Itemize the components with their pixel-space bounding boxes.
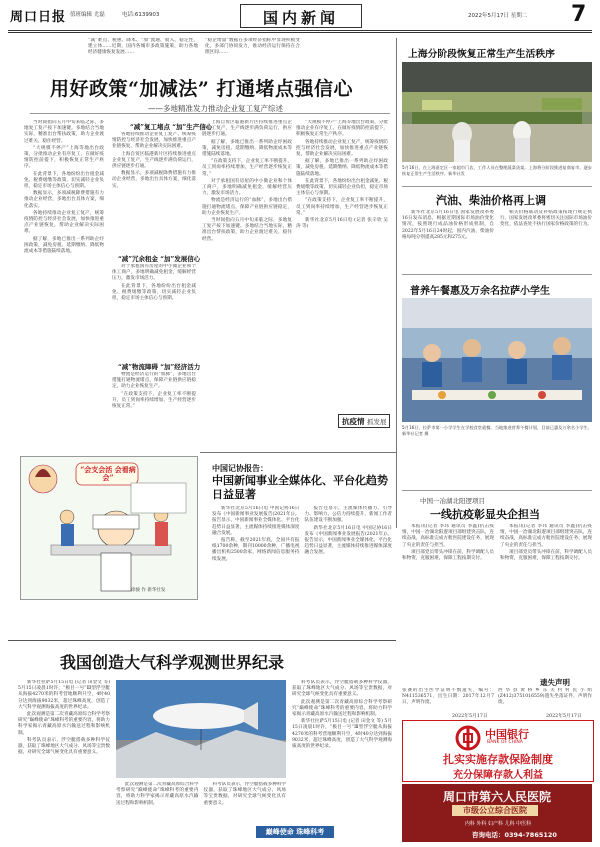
- masthead-phone: 电话:6139903: [122, 12, 160, 18]
- right-divider-1: [402, 186, 592, 187]
- bottom-article-p7: 此次观测是第二次青藏高原综合科学考察研究“巅峰使命”珠峰科考的重要内容，将助力科学家揭示青藏高原水汽输送过程和影响机制。: [292, 699, 392, 718]
- lost-notice-label: 遗失声明: [540, 678, 570, 687]
- hospital-tags: 内科 外科 妇产科 儿科 中医科: [464, 821, 532, 827]
- main-col4-p2: 各地持续推动企业复工复产，统筹疫情防控与经济社会发展，加快推进重点产业链恢复，帮助企业解决实际困难。: [296, 139, 388, 158]
- lost-notice-date-2: 2022年5月17日: [546, 714, 582, 719]
- main-col2-p1: 各地持续推动企业复工复产，统筹疫情防控与经济社会发展，加快推进重点产业链恢复，帮助企业解决实际困难。: [112, 132, 196, 150]
- main-col4-p1: “大规模不停产”上海等地出台政策，分批推动企业有序复工，在做好疫情防控前提下，积极恢复正常生产秩序。: [296, 120, 388, 138]
- center-story-p3: 报告还显示，主流媒体传播力、引导力、影响力、公信力持续提升，新闻工作者队伍建设不断加强。: [304, 506, 392, 524]
- photo1-caption: 5月16日，在上海嘉定区一家超市门店，工作人员在整理蔬菜货架。上海将分阶段推进复商复市，逐步恢复正常生产生活秩序。新华社发: [402, 165, 592, 176]
- main-col2b-p1: 对于承租国有房屋的中小微企业和个体工商户，多地明确减免租金，缓解经营压力，激发市场活力。: [112, 264, 196, 282]
- nursing-caption: 5月16日，拉萨市第一小学学生在学校食堂就餐。当地推进营养午餐计划，目前已惠及万余名小学生。新华社记者 摄: [402, 425, 592, 436]
- masthead-rule-2: [8, 32, 592, 33]
- top-intro-right: “稳企增量”数据在多项经济指标中显现积极变化，多部门协同发力，推动经济运行保持在合理区间……: [205, 38, 300, 56]
- fuel-p1: 新华社北京5月16日电 国家发展改革委16日发布消息，根据近期国际市场油价变化情况，按照现行成品油价格形成机制，自2022年5月16日24时起，国内汽油、柴油价格每吨分别提高285元和275元。: [402, 210, 494, 240]
- main-col3-p2: 据了解，多地已推出一系列助企纾困政策，减免房租、延期缴纳、降低物流成本等措施陆续落地。: [202, 139, 292, 158]
- bottom-right-p3: 本报讯(记者 李玮 通讯员 李鑫)抗击疫情，中国一冶湖北阳逻项目部组建突击队，连续奋战，高标准完成方舱医院建设任务，展现了央企的责任与担当。: [500, 524, 592, 548]
- hospital-ad: [402, 784, 592, 842]
- bottom-right-p1: 本报讯(记者 李玮 通讯员 李鑫)抗击疫情，中国一冶湖北阳逻项目部组建突击队，连续奋战，高标准完成方舱医院建设任务，展现了央企的责任与担当。: [402, 524, 494, 548]
- center-story-body: [212, 506, 392, 646]
- center-story-p2: 报告称，截至2021年底，全国共有报纸1700余种，期刊10000余种，广播电视播出机构2500余家，网络新闻信息服务持续发展。: [212, 538, 300, 562]
- bottom-article-p1: 新华社拉萨5月15日电 (记者 田金文 等) 5月15日凌晨1时许，“极目一号”Ⅲ型浮空艇从海拔4270米的科考营地顺利升空，4时40分达到海拔9032米，超过珠峰高度，创造了大气科学观测海拔高度的世界纪录。: [18, 680, 110, 710]
- cartoon-illustration: [20, 456, 198, 600]
- supermarket-photo-svg: [402, 62, 592, 162]
- hospital-phone: 咨询电话：0394-7865120: [472, 831, 557, 839]
- supermarket-photo: [402, 62, 592, 162]
- masthead-date: 2022年5月17日 星期二: [468, 13, 528, 19]
- airship-caption: 巅峰使命 珠峰科考: [265, 827, 325, 836]
- right-divider-3: [402, 490, 592, 491]
- bottom-article-p5: 科考队员表示，浮空艇搭载多种科学仪器，获取了珠峰地区大气成分、风场等宝贵数据，对研究全球气候变化具有重要意义。: [203, 782, 286, 806]
- bank-name-en: BANK OF CHINA: [487, 740, 523, 745]
- main-col3-p3: “在政策支持下，企业复工率不断提升，员工到岗率持续增加，生产经营逐步恢复正常。”: [202, 159, 292, 177]
- top-intro-left: “减”难点、税惠、降本、“加”流通、收入、稳定性、建立体……近期，国内各城市多政策施策，助力各地经济健康恢复发展……: [88, 38, 198, 56]
- bottom-article-body-right: [292, 680, 392, 840]
- section-divider-center: [200, 452, 396, 453]
- masthead-rule: [8, 30, 592, 31]
- main-section1-title: “减”复工堵点 “加”生产信心: [130, 123, 213, 131]
- main-article-col1: [24, 120, 104, 390]
- main-section3-title: “减”物流障碍 “加”经济活力: [118, 363, 201, 371]
- school-lunch-photo: [402, 298, 592, 422]
- main-article-col2b: [112, 264, 196, 359]
- main-section2-title: “减”冗余租金 “加”发展信心: [118, 255, 201, 263]
- stamp-fight-epidemic: [338, 414, 390, 428]
- main-col1-p5: 各地持续推动企业复工复产，统筹疫情防控与经济社会发展，加快推进重点产业链恢复，帮助企业解决实际困难。: [24, 210, 104, 235]
- vertical-divider: [396, 38, 397, 528]
- center-story-title: 中国新闻事业全媒体化、平台化趋势日益显著: [212, 474, 388, 501]
- masthead-editor: 值班编辑 尤磊: [70, 12, 105, 18]
- main-col4-p6: 新华社北京5月16日电 (记者 张辛欣 吴涛 等): [296, 218, 388, 230]
- page-number: 7: [571, 2, 587, 27]
- main-col1-p6: 据了解，多地已推出一系列助企纾困政策，减免房租、延期缴纳、降低物流成本等措施陆续落地。: [24, 236, 104, 255]
- main-article-col2: [112, 132, 196, 250]
- lost-notice-1: 张赛的出生医学证明不慎遗失，编号：N411536571，出生日期：2017年12月7日，声明作废。: [402, 688, 494, 706]
- bottom-article-p6: 科考队员表示，浮空艇搭载多种科学仪器，获取了珠峰地区大气成分、风场等宝贵数据，对研究全球气候变化具有重要意义。: [292, 680, 392, 698]
- main-col2c-p2: “在政策支持下，企业复工率不断提升，员工到岗率持续增加，生产经营逐步恢复正常。”: [112, 391, 196, 410]
- bank-slogan-1: 扎实实施存款保险制度: [443, 753, 553, 766]
- section-banner: [240, 4, 362, 28]
- main-article-subtitle: ——多地精准发力推动企业复工复产综述: [148, 104, 283, 113]
- cartoon-sign: “会支会活 会看病会”: [80, 465, 136, 482]
- main-col2-p3: 数据显示，多项减税降费措施有力推动企业经营，多地出台具体方案，细化落实。: [112, 171, 196, 189]
- hospital-dept-tag: [452, 805, 538, 816]
- main-col4-p3: 据了解，多地已推出一系列助企纾困政策，减免房租、延期缴纳、降低物流成本等措施陆续落地。: [296, 159, 388, 177]
- lost-notice-date-1: 2022年5月17日: [452, 714, 488, 719]
- bottom-article-p8: 新华社拉萨5月15日电 (记者 田金文 等) 5月15日凌晨1时许，“极目一号”Ⅲ型浮空艇从海拔4270米的科考营地顺利升空，4时40分达到海拔9032米，超过珠峰高度，创造了大气科学观测海拔高度的世界纪录。: [292, 719, 392, 750]
- bottom-article-body-left: [18, 680, 110, 840]
- main-col1-p4: 数据显示，多项减税降费措施有力推动企业经营，多地出台具体方案，细化落实。: [24, 191, 104, 209]
- bottom-right-title: 一线抗疫彰显央企担当: [430, 508, 540, 521]
- main-col3-p4: 对于承租国有房屋的中小微企业和个体工商户，多地明确减免租金，缓解经营压力，激发市场活力。: [202, 178, 292, 197]
- right-divider-2: [402, 274, 592, 275]
- main-article-col4: [296, 120, 388, 370]
- fuel-body: [402, 210, 592, 272]
- nursing-title: 普养午餐惠及万余名拉萨小学生: [410, 286, 550, 297]
- main-col3-p5: 物流是经济运行的“血脉”，多地出台措施打通物流堵点，保障产业链供应链稳定，助力企业恢复生产。: [202, 198, 292, 216]
- bank-name: 中国银行: [485, 728, 529, 741]
- main-col1-p1: 当时间指向五月中旬来临之际，多地复工复产按下加速键。多地结合当地实际，精准出台帮扶政策，助力企业渡过难关、稳住经营。: [24, 120, 104, 144]
- bank-ad: [402, 720, 594, 782]
- main-col1-p2: “大规模不停产”上海等地出台政策，分批推动企业有序复工，在做好疫情防控前提下，积极恢复正常生产秩序。: [24, 145, 104, 170]
- main-title-rule: [30, 113, 390, 114]
- fuel-p2: 相关价格联动及补贴政策按现行规定执行。国家发展改革委将密切关注国际市场油价变化，依法查处不执行国家价格政策的行为。: [500, 210, 592, 228]
- cartoon-caption: 徐骏 作 新华社发: [131, 588, 166, 593]
- lost-notice-2: 西华县黄桥乡东关村村民小组(Z412)3751016559)遗失坐落证件，声明作废。: [498, 688, 592, 706]
- main-col2-p2: 上海自贸区临港新片区持续推进重点企业复工复产，生产线逐步满负荷运行，供应链逐步打通。: [112, 151, 196, 170]
- hospital-dept: 市级公立综合医院: [463, 805, 527, 815]
- bottom-right-body: [402, 524, 592, 674]
- main-article-col2c: [112, 372, 196, 452]
- main-col4-p5: “在政策支持下，企业复工率不断提升，员工到岗率持续增加，生产经营逐步恢复正常。”: [296, 198, 388, 216]
- stamp-line1: 抗疫情: [342, 417, 365, 426]
- fuel-title: 汽油、柴油价格再上调: [436, 194, 546, 207]
- masthead-logo: 周口日报: [10, 10, 67, 25]
- main-col2b-p2: 在此背景下，各地纷纷出台租金减免、税费缓缴等政策，切实减轻企业负担，稳定市场主体信心与预期。: [112, 283, 196, 302]
- bottom-article-p4: 此次观测是第二次青藏高原综合科学考察研究“巅峰使命”珠峰科考的重要内容，将助力科学家揭示青藏高原水汽输送过程和影响机制。: [116, 782, 199, 806]
- main-article-title: 用好政策“加减法” 打通堵点强信心: [50, 78, 353, 100]
- main-article-col3: [202, 120, 292, 450]
- main-col3-p1: 上海自贸区临港新片区持续推进重点企业复工复产，生产线逐步满负荷运行，供应链逐步打通。: [202, 120, 292, 138]
- bank-logo-icon: [455, 725, 481, 751]
- center-story-p4: 新华社北京5月16日电 中国记协16日发布《中国新闻事业发展报告(2021年)》。报告显示，中国新闻事业全媒体化、平台化趋势日益显著，主流媒体持续推进媒体深度融合发展。: [304, 525, 392, 556]
- airship-photo-svg: [116, 680, 286, 778]
- bank-slogan-2: 充分保障存款人利益: [453, 770, 543, 781]
- main-col1-p3: 在此背景下，各地纷纷出台租金减免、税费缓缴等政策，切实减轻企业负担，稳定市场主体信心与预期。: [24, 171, 104, 190]
- main-col4-p4: 在此背景下，各地纷纷出台租金减免、税费缓缴等政策，切实减轻企业负担，稳定市场主体信心与预期。: [296, 178, 388, 197]
- bottom-right-p4: 项目部党员带头冲锋在前，科学调配人员和物资，克服困难，保障工程按期交付。: [500, 549, 592, 562]
- hospital-name: 周口市第六人民医院: [442, 790, 551, 804]
- bottom-article-body-mid: [116, 782, 286, 822]
- main-col2c-p1: 物流是经济运行的“血脉”，多地出台措施打通物流堵点，保障产业链供应链稳定，助力企业恢复生产。: [112, 372, 196, 390]
- bottom-article-rule: [8, 640, 396, 641]
- photo1-title: 上海分阶段恢复正常生产生活秩序: [408, 49, 555, 60]
- school-lunch-photo-svg: [402, 298, 592, 422]
- airship-photo: [116, 680, 286, 778]
- center-story-kicker: 中国记协报告：: [212, 463, 268, 473]
- bottom-article-title: 我国创造大气科学观测世界纪录: [60, 653, 285, 672]
- masthead: [0, 0, 600, 40]
- bottom-right-kicker: 中国一冶湖北阳逻项目: [420, 497, 485, 505]
- bottom-article-p3: 科考队员表示，浮空艇搭载多种科学仪器，获取了珠峰地区大气成分、风场等宝贵数据，对研究全球气候变化具有重要意义。: [18, 737, 110, 756]
- section-title: 国内新闻: [262, 9, 339, 27]
- main-col3-p6: 当时间指向五月中旬来临之际，多地复工复产按下加速键。多地结合当地实际，精准出台帮扶政策，助力企业渡过难关、稳住经营。: [202, 218, 292, 242]
- bottom-right-p2: 项目部党员带头冲锋在前，科学调配人员和物资，克服困难，保障工程按期交付。: [402, 549, 494, 562]
- center-story-p1: 新华社北京5月16日电 中国记协16日发布《中国新闻事业发展报告(2021年)》。报告显示，中国新闻事业全媒体化、平台化趋势日益显著，主流媒体持续推进媒体深度融合发展。: [212, 506, 300, 536]
- stamp-line2: 抓发展: [367, 418, 387, 426]
- bottom-article-p2: 此次观测是第二次青藏高原综合科学考察研究“巅峰使命”珠峰科考的重要内容，将助力科学家揭示青藏高原水汽输送过程和影响机制。: [18, 712, 110, 736]
